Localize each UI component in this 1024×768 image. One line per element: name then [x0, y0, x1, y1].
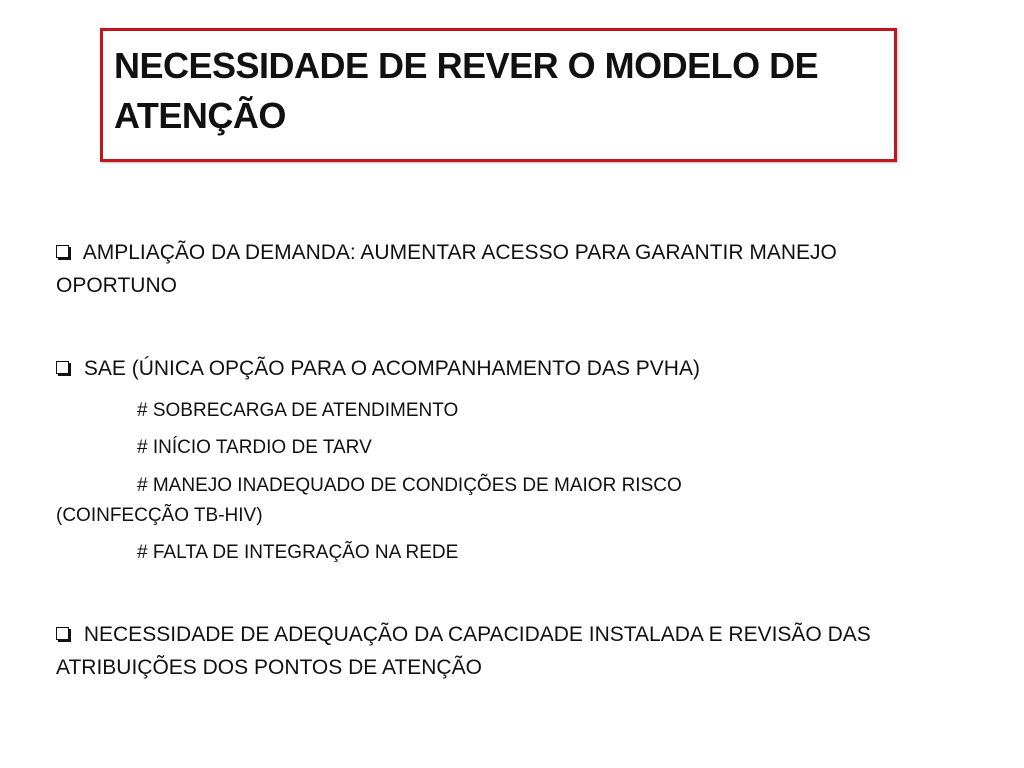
sub-item	[56, 471, 776, 531]
checkbox-square-icon	[56, 361, 69, 374]
checkbox-square-icon	[56, 627, 69, 640]
sub-item-text: # MANEJO INADEQUADO DE CONDIÇÕES DE MAIOR RISCO (COINFECÇÃO TB-HIV)	[56, 475, 682, 526]
sub-item	[56, 433, 956, 463]
bullet-text: NECESSIDADE DE ADEQUAÇÃO DA CAPACIDADE INSTALADA E REVISÃO DAS ATRIBUIÇÕES DOS PONTOS DE ATENÇÃO	[56, 623, 871, 679]
bullet-item	[56, 236, 936, 302]
title-box	[100, 28, 897, 162]
sub-item-text: # INÍCIO TARDIO DE TARV	[137, 437, 372, 458]
checkbox-square-icon	[56, 245, 69, 258]
bullet-item	[56, 352, 956, 385]
bullet-item	[56, 618, 926, 684]
bullet-text: AMPLIAÇÃO DA DEMANDA: AUMENTAR ACESSO PARA GARANTIR MANEJO OPORTUNO	[56, 241, 837, 297]
slide-title: NECESSIDADE DE REVER O MODELO DE ATENÇÃO	[114, 45, 819, 136]
sub-item	[56, 538, 956, 568]
sub-item-text: # FALTA DE INTEGRAÇÃO NA REDE	[137, 542, 459, 563]
sub-item	[56, 396, 956, 426]
bullet-text: SAE (ÚNICA OPÇÃO PARA O ACOMPANHAMENTO DAS PVHA)	[83, 357, 700, 380]
sub-item-text: # SOBRECARGA DE ATENDIMENTO	[137, 400, 459, 421]
